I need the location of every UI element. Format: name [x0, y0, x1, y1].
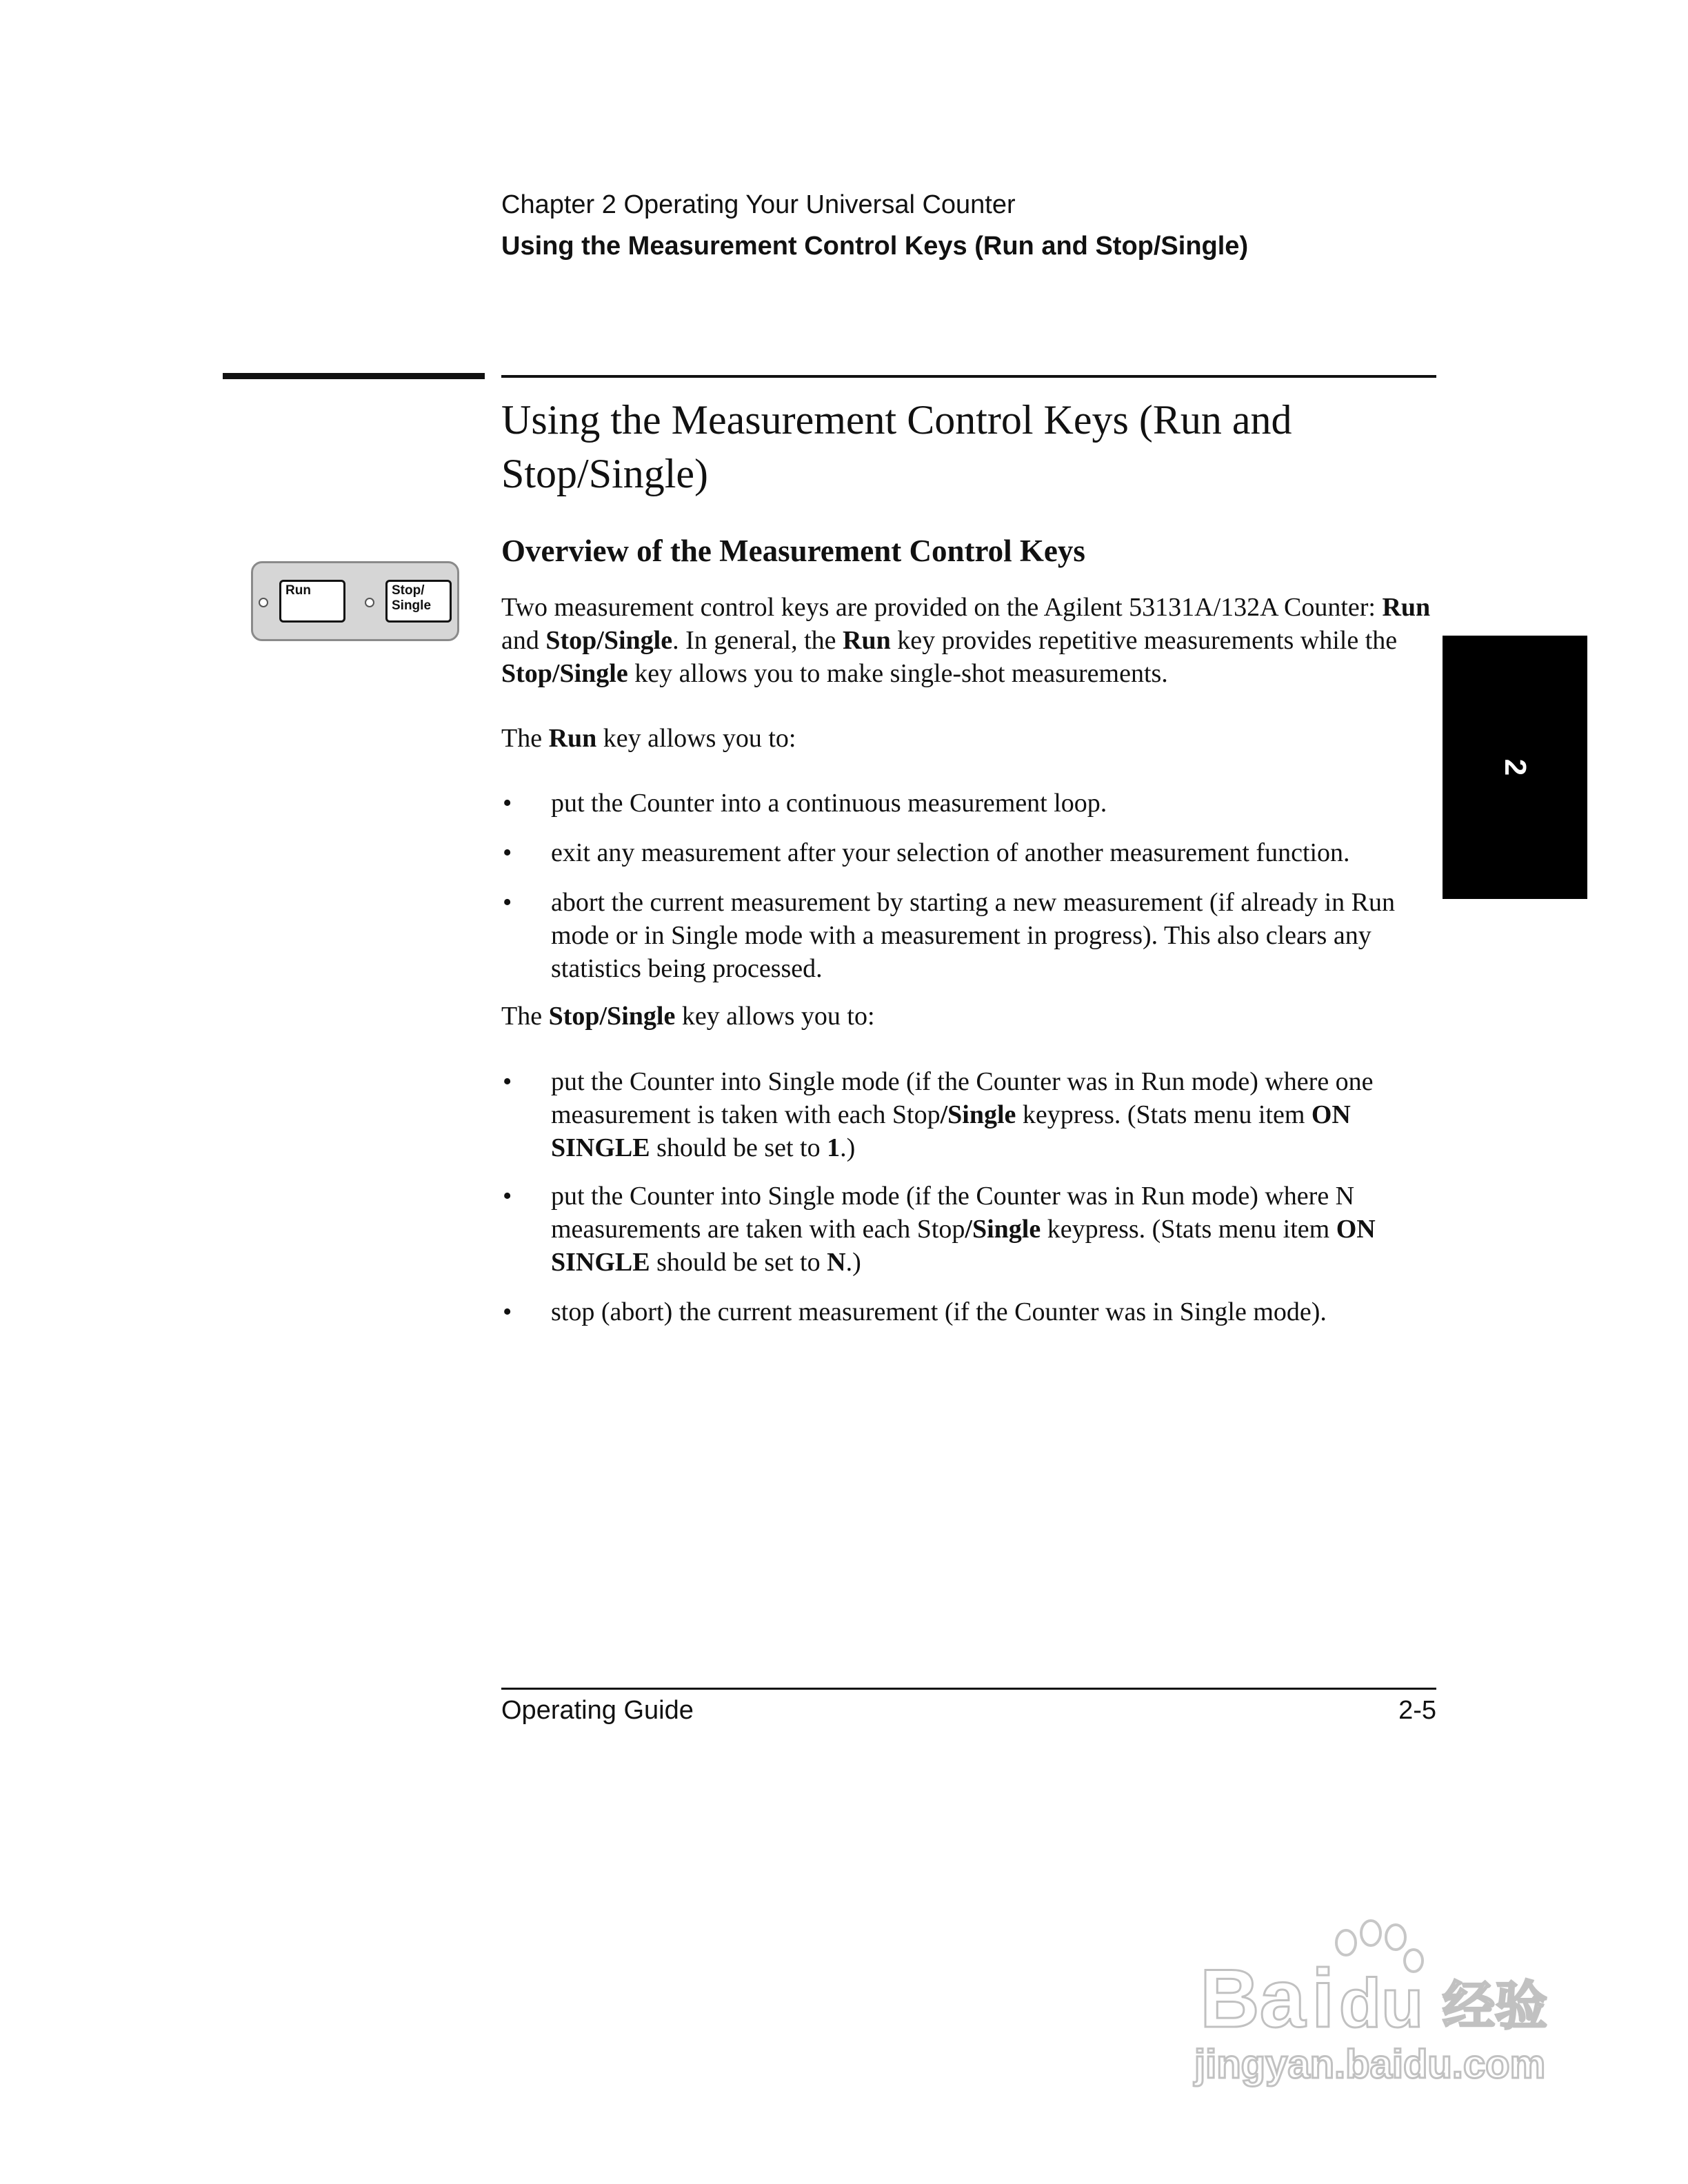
svg-text:i: i [1312, 1952, 1335, 2045]
run-key [279, 580, 345, 623]
stop-single-key-label-line2: Single [392, 598, 432, 613]
baidu-jingyan-watermark [1186, 1910, 1572, 2089]
chapter-tab-number: 2 [1498, 758, 1532, 776]
intro-text: key provides repetitive measurements while the [890, 626, 1398, 655]
chapter-thumb-tab [1443, 636, 1587, 899]
run-key-ref: Run [843, 626, 891, 655]
control-keys-illustration [251, 561, 459, 641]
run-key-ref: Run [548, 724, 597, 753]
bullet-text: put the Counter into Single mode (if the Counter was in Run mode) where one measurement is taken with each Stop/Single keypress. (Stats menu item ON SINGLE should be set to 1.) [551, 1067, 1374, 1162]
running-header-section: Using the Measurement Control Keys (Run and Stop/Single) [501, 232, 1249, 261]
section-heading: Overview of the Measurement Control Keys [501, 534, 1085, 568]
stop-single-indicator-led [365, 598, 374, 607]
bullet-glyph: • [503, 838, 512, 867]
watermark-chinese: 经验 [1443, 1977, 1547, 2036]
run-key-ref: Run [1382, 593, 1431, 622]
lead-text: The [501, 1002, 549, 1031]
bullet-text: abort the current measurement by starting a new measurement (if already in Run mode or in Single mode with a measurement in progress). This also clears any statistics being processed. [551, 888, 1395, 983]
bullet-text: stop (abort) the current measurement (if the Counter was in Single mode). [551, 1297, 1327, 1326]
stop-lead-paragraph [501, 1000, 1439, 1033]
stop-single-key-ref: Stop/Single [548, 1002, 676, 1031]
footer-rule [501, 1688, 1436, 1690]
lead-text: The [501, 724, 549, 753]
bullet-glyph: • [503, 1297, 512, 1326]
page-number: 2-5 [1398, 1696, 1436, 1725]
watermark-logo-right: du [1339, 1965, 1424, 2042]
watermark-logo-left: Ba [1200, 1952, 1306, 2045]
lead-text: key allows you to: [596, 724, 796, 753]
intro-paragraph [501, 591, 1439, 690]
stop-single-key-label-line1: Stop/ [392, 583, 425, 598]
intro-text: key allows you to make single-shot measurements. [627, 659, 1168, 688]
run-lead-paragraph [501, 722, 1439, 755]
stop-single-key [385, 580, 452, 623]
watermark-url: jingyan.baidu.com [1194, 2042, 1546, 2087]
intro-text: and [501, 626, 546, 655]
run-key-label: Run [285, 583, 311, 598]
bullet-glyph: • [503, 888, 512, 917]
stop-single-key-ref: Stop/Single [501, 659, 628, 688]
header-rule-left [223, 373, 485, 379]
intro-text: . In general, the [672, 626, 843, 655]
page-title: Using the Measurement Control Keys (Run and Stop/Single) [501, 397, 1292, 496]
header-rule-right [501, 375, 1436, 378]
lead-text: key allows you to: [675, 1002, 875, 1031]
bullet-text: put the Counter into a continuous measurement loop. [551, 789, 1107, 818]
bullet-glyph: • [503, 789, 512, 818]
stop-single-key-ref: Stop/Single [545, 626, 673, 655]
bullet-text: put the Counter into Single mode (if the Counter was in Run mode) where N measurements are taken with each Stop/Single keypress. (Stats menu item ON SINGLE should be set to N.) [551, 1182, 1376, 1277]
running-header-chapter: Chapter 2 Operating Your Universal Counter [501, 190, 1016, 219]
intro-text: Two measurement control keys are provided on the Agilent 53131A/132A Counter: [501, 593, 1383, 622]
run-indicator-led [259, 598, 268, 607]
footer-title: Operating Guide [501, 1696, 694, 1725]
bullet-text: exit any measurement after your selection of another measurement function. [551, 838, 1350, 867]
bullet-glyph: • [503, 1182, 512, 1211]
bullet-glyph: • [503, 1067, 512, 1096]
